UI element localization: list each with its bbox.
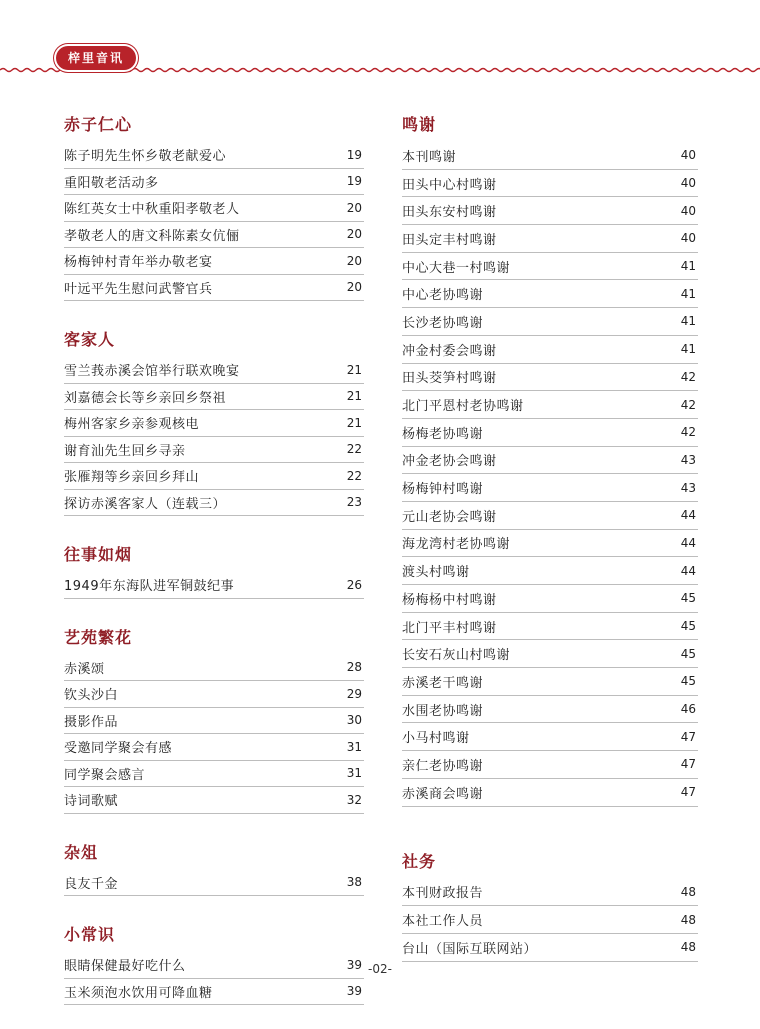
entry-page-number: 45 <box>680 674 696 689</box>
entry-page-number: 47 <box>680 729 696 744</box>
entry-page-number: 19 <box>346 147 362 162</box>
toc-section <box>402 847 698 962</box>
entry-page-number: 41 <box>680 259 696 274</box>
entry-title: 同学聚会感言 <box>64 767 146 783</box>
section-title: 往事如烟 <box>64 545 133 564</box>
entry-page-number: 20 <box>346 280 362 295</box>
entry-page-number: 47 <box>680 785 696 800</box>
entry-page-number: 42 <box>680 425 696 440</box>
entry-page-number: 28 <box>346 660 362 675</box>
section-title: 艺苑繁花 <box>64 627 133 647</box>
toc-section <box>64 325 364 516</box>
entry-title: 眼睛保健最好吃什么 <box>64 959 186 975</box>
entry-page-number: 20 <box>346 200 362 215</box>
entry-title: 中心老协鸣谢 <box>402 288 484 304</box>
toc-entry[interactable] <box>402 779 698 807</box>
entry-title: 长沙老协鸣谢 <box>402 315 484 331</box>
entry-page-number: 40 <box>680 231 696 246</box>
toc-entry[interactable] <box>402 170 698 198</box>
entry-title: 田头东安村鸣谢 <box>402 205 497 221</box>
entry-title: 冲金村委会鸣谢 <box>402 343 497 359</box>
entry-page-number: 44 <box>680 535 696 550</box>
entry-page-number: 43 <box>680 452 696 467</box>
toc-entry[interactable] <box>64 734 364 761</box>
toc-entry[interactable] <box>64 761 364 788</box>
toc-entry[interactable] <box>402 668 698 696</box>
entry-page-number: 40 <box>680 148 696 163</box>
entry-page-number: 39 <box>346 957 362 972</box>
entry-title: 海龙湾村老协鸣谢 <box>402 537 511 553</box>
entry-title: 张雁翔等乡亲回乡拜山 <box>64 470 200 486</box>
toc-entry[interactable] <box>64 708 364 735</box>
entry-page-number: 40 <box>680 176 696 191</box>
entry-page-number: 41 <box>680 286 696 301</box>
toc-entry[interactable] <box>64 437 364 464</box>
entry-page-number: 48 <box>680 884 696 899</box>
entry-title: 北门平丰村鸣谢 <box>402 620 497 636</box>
toc-section <box>64 838 364 897</box>
toc-entry[interactable] <box>402 530 698 558</box>
entry-title: 赤溪老干鸣谢 <box>402 675 484 691</box>
toc-entry[interactable] <box>64 384 364 411</box>
toc-entry[interactable] <box>64 142 364 169</box>
entry-page-number: 21 <box>346 415 362 430</box>
toc-entry[interactable] <box>402 640 698 668</box>
entry-page-number: 20 <box>346 227 362 242</box>
entry-title: 摄影作品 <box>64 714 119 730</box>
toc-section <box>64 540 364 599</box>
entry-page-number: 47 <box>680 757 696 772</box>
entry-title: 元山老协会鸣谢 <box>402 509 497 525</box>
entry-page-number: 44 <box>680 508 696 523</box>
toc-left-column <box>64 110 364 1029</box>
entry-title: 渡头村鸣谢 <box>402 565 470 581</box>
toc-entry[interactable] <box>402 879 698 907</box>
toc-entry[interactable] <box>402 142 698 170</box>
toc-entry[interactable] <box>402 336 698 364</box>
entry-page-number: 19 <box>346 174 362 189</box>
toc-entry[interactable] <box>402 906 698 934</box>
entry-title: 梅州客家乡亲参观核电 <box>64 417 200 433</box>
entry-page-number: 21 <box>346 362 362 377</box>
entry-title: 探访赤溪客家人（连载三） <box>64 496 227 512</box>
entry-page-number: 29 <box>346 686 362 701</box>
entry-page-number: 42 <box>680 369 696 384</box>
toc-entry[interactable] <box>64 169 364 196</box>
entry-title: 中心大巷一村鸣谢 <box>402 260 511 276</box>
toc-entry[interactable] <box>402 391 698 419</box>
entry-title: 玉米须泡水饮用可降血糖 <box>64 985 213 1001</box>
toc-entry[interactable] <box>64 787 364 814</box>
toc-entry[interactable] <box>64 655 364 682</box>
magazine-brand-label: 梓里音讯 <box>56 46 136 70</box>
entry-page-number: 23 <box>346 495 362 510</box>
toc-entry[interactable] <box>402 751 698 779</box>
toc-section <box>402 110 698 807</box>
entry-title: 重阳敬老活动多 <box>64 175 159 191</box>
entry-title: 亲仁老协鸣谢 <box>402 758 484 774</box>
entry-page-number: 31 <box>346 739 362 754</box>
entry-title: 陈子明先生怀乡敬老献爱心 <box>64 149 227 165</box>
entry-title: 钦头沙白 <box>64 688 119 704</box>
toc-section <box>64 110 364 301</box>
toc-entry[interactable] <box>64 357 364 384</box>
toc-entry[interactable] <box>64 248 364 275</box>
toc-entry[interactable] <box>402 474 698 502</box>
section-title: 客家人 <box>64 330 116 349</box>
toc-entry[interactable] <box>64 463 364 490</box>
page-header <box>0 0 760 80</box>
entry-page-number: 21 <box>346 389 362 404</box>
toc-entry[interactable] <box>402 557 698 585</box>
toc-entry[interactable] <box>64 572 364 599</box>
entry-page-number: 31 <box>346 766 362 781</box>
entry-title: 杨梅钟村鸣谢 <box>402 482 484 498</box>
entry-page-number: 42 <box>680 397 696 412</box>
toc-entry[interactable] <box>64 979 364 1006</box>
entry-page-number: 22 <box>346 468 362 483</box>
toc-entry[interactable] <box>402 613 698 641</box>
entry-title: 本刊财政报告 <box>402 886 484 902</box>
entry-title: 杨梅老协鸣谢 <box>402 426 484 442</box>
entry-title: 小马村鸣谢 <box>402 731 470 747</box>
entry-page-number: 41 <box>680 314 696 329</box>
toc-entry[interactable] <box>402 253 698 281</box>
section-title: 杂俎 <box>64 842 99 862</box>
toc-entry[interactable] <box>64 275 364 302</box>
entry-page-number: 40 <box>680 203 696 218</box>
entry-title: 长安石灰山村鸣谢 <box>402 648 511 664</box>
entry-title: 水围老协鸣谢 <box>402 703 484 719</box>
entry-title: 刘嘉德会长等乡亲回乡祭祖 <box>64 390 227 406</box>
entry-title: 田头茭笋村鸣谢 <box>402 371 497 387</box>
entry-title: 赤溪颂 <box>64 661 105 677</box>
page-number: -02- <box>368 962 392 976</box>
section-title: 小常识 <box>64 925 116 944</box>
toc-entry[interactable] <box>402 934 698 962</box>
entry-page-number: 45 <box>680 646 696 661</box>
entry-title: 台山（国际互联网站） <box>402 941 538 957</box>
entry-page-number: 43 <box>680 480 696 495</box>
entry-title: 赤溪商会鸣谢 <box>402 786 484 802</box>
entry-title: 叶远平先生慰问武警官兵 <box>64 281 213 297</box>
entry-page-number: 48 <box>680 912 696 927</box>
entry-page-number: 38 <box>346 875 362 890</box>
toc-entry[interactable] <box>402 696 698 724</box>
toc-entry[interactable] <box>64 870 364 897</box>
entry-title: 雪兰莪赤溪会馆举行联欢晚宴 <box>64 364 240 380</box>
entry-page-number: 32 <box>346 792 362 807</box>
entry-page-number: 46 <box>680 702 696 717</box>
toc-entry[interactable] <box>64 222 364 249</box>
section-title: 赤子仁心 <box>64 115 133 134</box>
entry-title: 本社工作人员 <box>402 914 484 930</box>
entry-page-number: 30 <box>346 713 362 728</box>
entry-title: 冲金老协会鸣谢 <box>402 454 497 470</box>
toc-entry[interactable] <box>402 197 698 225</box>
entry-title: 北门平恩村老协鸣谢 <box>402 399 524 415</box>
toc-entry[interactable] <box>64 195 364 222</box>
entry-title: 田头中心村鸣谢 <box>402 177 497 193</box>
entry-page-number: 41 <box>680 342 696 357</box>
entry-title: 杨梅钟村青年举办敬老宴 <box>64 255 213 271</box>
entry-page-number: 26 <box>346 577 362 592</box>
section-title: 鸣谢 <box>402 115 437 134</box>
entry-title: 诗词歌赋 <box>64 794 119 810</box>
entry-title: 1949年东海队进军铜鼓纪事 <box>64 579 235 595</box>
entry-page-number: 22 <box>346 442 362 457</box>
toc-entry[interactable] <box>402 419 698 447</box>
entry-page-number: 44 <box>680 563 696 578</box>
toc-entry[interactable] <box>402 308 698 336</box>
entry-page-number: 39 <box>346 984 362 999</box>
entry-title: 陈红英女士中秋重阳孝敬老人 <box>64 202 240 218</box>
entry-title: 田头定丰村鸣谢 <box>402 232 497 248</box>
toc-entry[interactable] <box>64 410 364 437</box>
toc-entry[interactable] <box>402 225 698 253</box>
entry-title: 良友千金 <box>64 876 119 892</box>
toc-section <box>64 623 364 814</box>
entry-page-number: 45 <box>680 591 696 606</box>
toc-entry[interactable] <box>402 723 698 751</box>
toc-entry[interactable] <box>402 280 698 308</box>
entry-title: 孝敬老人的唐文科陈素女伉俪 <box>64 228 240 244</box>
entry-title: 本刊鸣谢 <box>402 149 457 165</box>
toc-entry[interactable] <box>64 490 364 517</box>
toc-entry[interactable] <box>64 681 364 708</box>
toc-entry[interactable] <box>402 585 698 613</box>
entry-page-number: 20 <box>346 253 362 268</box>
entry-title: 谢育汕先生回乡寻亲 <box>64 443 186 459</box>
section-title: 社务 <box>402 851 437 871</box>
entry-page-number: 45 <box>680 619 696 634</box>
entry-page-number: 48 <box>680 940 696 955</box>
toc-entry[interactable] <box>402 447 698 475</box>
toc-right-column <box>402 110 698 986</box>
toc-entry[interactable] <box>402 502 698 530</box>
entry-title: 杨梅杨中村鸣谢 <box>402 592 497 608</box>
toc-entry[interactable] <box>402 364 698 392</box>
entry-title: 受邀同学聚会有感 <box>64 741 173 757</box>
